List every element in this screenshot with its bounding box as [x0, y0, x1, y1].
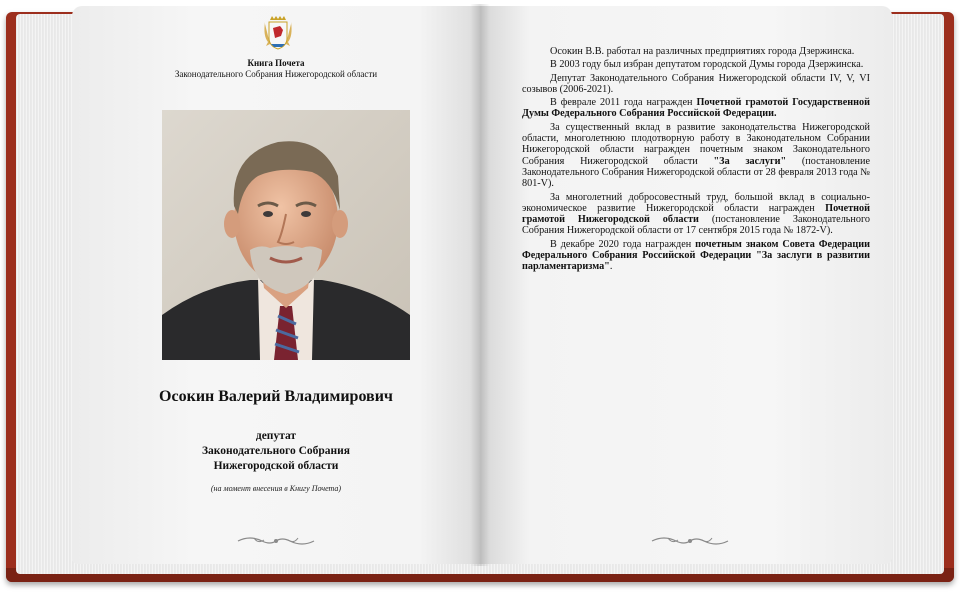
bio-text: В 2003 году был избран депутатом городской Думы города Дзержинска. — [550, 59, 864, 71]
bio-paragraph — [522, 46, 870, 57]
position-line-3: Нижегородской области — [213, 460, 339, 472]
entry-note: (на момент внесения в Книгу Почета) — [210, 484, 342, 493]
bio-bold-text: Почетной грамотой Нижегородской области — [522, 202, 870, 226]
bio-text: В декабре 2020 года награжден — [550, 238, 696, 250]
position-line-2: Законодательного Собрания — [201, 445, 350, 457]
bio-text: Депутат Законодательного Собрания Нижегородской области IV, V, VI созывов (2006-2021). — [522, 72, 870, 95]
ornament-divider-icon — [650, 534, 730, 548]
book-title: Книга Почета — [247, 58, 305, 68]
bio-text: . — [609, 261, 613, 273]
bio-text: В феврале 2011 года награжден — [550, 97, 697, 109]
person-name: Осокин Валерий Владимирович — [159, 388, 393, 405]
portrait-photo — [162, 110, 410, 360]
position-line-1: депутат — [255, 430, 297, 442]
bio-paragraph — [522, 239, 870, 273]
bio-bold-text: почетным знаком Совета Федерации Федерального Собрания Российской Федерации "За заслуги в развитии парламентаризма" — [522, 238, 870, 273]
bio-text: Осокин В.В. работал на различных предприятиях города Дзержинска. — [550, 46, 855, 57]
book-subtitle: Законодательного Собрания Нижегородской области — [174, 69, 378, 79]
coat-of-arms-icon — [262, 16, 294, 50]
bio-text: За существенный вклад в развитие законодательства Нижегородской области, многолетнюю плодотворную работу в Законодательном Собрании Нижегородской области награжден почетным знаком Законодательного Собрания Нижегородской области — [522, 121, 870, 167]
biography-text — [522, 46, 870, 275]
left-page — [72, 6, 480, 564]
bio-paragraph — [522, 97, 870, 120]
ornament-divider-icon — [236, 534, 316, 548]
bio-text: (постановление Законодательного Собрания Нижегородской области от 17 сентября 2015 года № 1872-V). — [522, 214, 870, 237]
bio-text: За многолетний добросовестный труд, большой вклад в социально-экономическое развитие Нижегородской области награжден — [522, 191, 870, 214]
bio-paragraph — [522, 192, 870, 237]
bio-bold-text: "За заслуги" — [713, 155, 787, 167]
book-gutter — [470, 4, 490, 566]
bio-paragraph — [522, 122, 870, 190]
bio-text: (постановление Законодательного Собрания Нижегородской области от 28 февраля 2013 года № 801-V). — [522, 155, 870, 190]
bio-paragraph — [522, 59, 870, 70]
bio-paragraph — [522, 73, 870, 96]
right-page — [480, 6, 892, 564]
bio-bold-text: Почетной грамотой Государственной Думы Федерального Собрания Российской Федерации. — [522, 97, 870, 120]
